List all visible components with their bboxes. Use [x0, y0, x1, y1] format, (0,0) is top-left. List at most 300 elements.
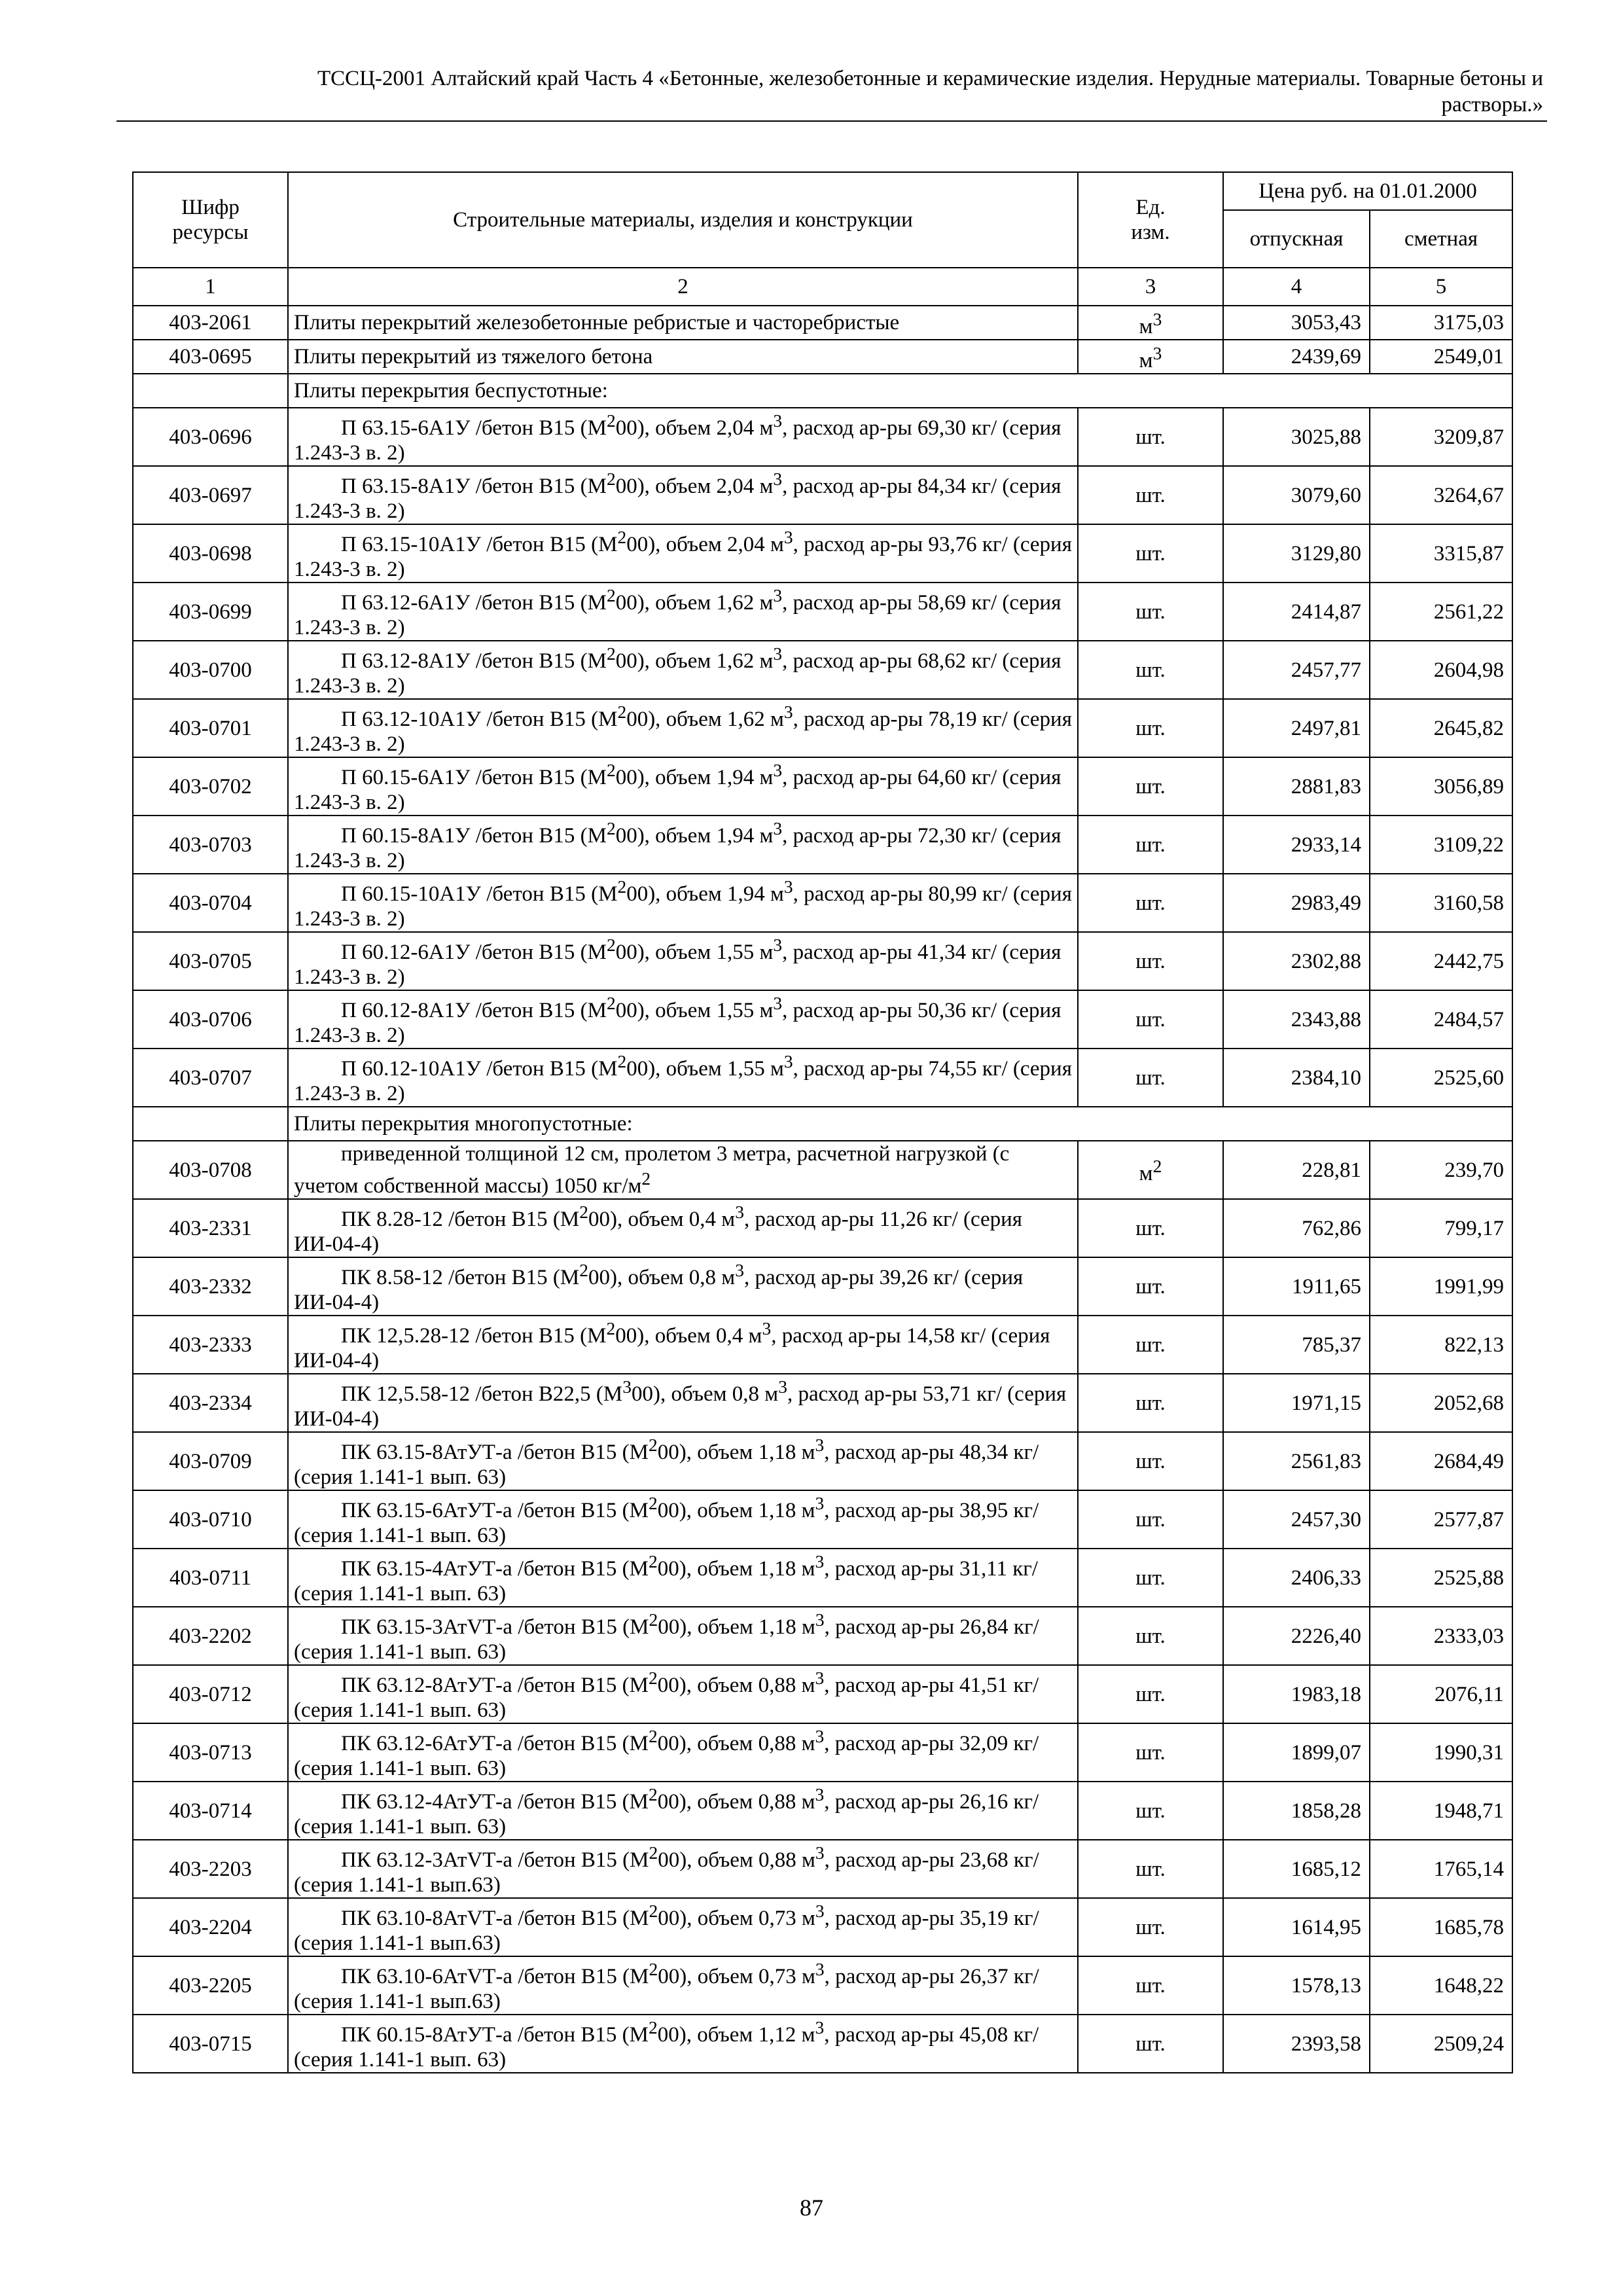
name-part: 00), объем 1,94 м	[615, 824, 774, 848]
col-header-unit	[1078, 172, 1223, 268]
resource-code: 403-0711	[133, 1549, 288, 1607]
code-cell	[133, 1107, 288, 1141]
price-release: 2414,87	[1223, 583, 1370, 641]
name-part: П 60.15-6А1У /бетон В15 (М	[341, 766, 607, 789]
price-estimate: 2604,98	[1370, 641, 1512, 699]
resource-code: 403-0709	[133, 1432, 288, 1490]
superscript: 2	[617, 1051, 627, 1071]
price-release: 2881,83	[1223, 757, 1370, 816]
unit-cell	[1078, 340, 1223, 374]
superscript: 2	[649, 1493, 658, 1513]
col-header-code-line2: ресурсы	[172, 221, 249, 244]
material-name: Плиты перекрытий железобетонные ребристые и часторебристые	[288, 306, 1078, 340]
superscript: 2	[649, 1901, 658, 1921]
header-row-1	[133, 172, 1512, 210]
column-number: 5	[1370, 268, 1512, 306]
col-header-unit-line1: Ед.	[1135, 196, 1166, 219]
table-row	[133, 1432, 1512, 1490]
superscript: 2	[579, 1202, 588, 1222]
price-release: 1858,28	[1223, 1782, 1370, 1840]
name-part: ПК 63.12-6АтУТ-а /бетон В15 (М	[341, 1732, 649, 1755]
superscript: 2	[649, 1435, 658, 1455]
name-part: ПК 63.10-8АтVТ-а /бетон В15 (М	[341, 1907, 649, 1930]
name-part: 00), объем 0,88 м	[657, 1674, 815, 1697]
superscript: 3	[773, 643, 783, 664]
name-part: , расход ар-ры 26,37 кг/ (серия 1.141-1 вып.63)	[294, 1965, 1039, 2013]
resource-code: 403-2203	[133, 1840, 288, 1898]
name-part: , расход ар-ры 23,68 кг/ (серия 1.141-1 вып.63)	[294, 1848, 1039, 1897]
name-part: 00), объем 1,18 м	[658, 1615, 815, 1639]
unit-cell: шт.	[1078, 1316, 1223, 1374]
price-estimate: 2509,24	[1370, 2015, 1512, 2073]
name-part: , расход ар-ры 53,71 кг/ (серия ИИ-04-4)	[294, 1382, 1067, 1431]
resource-code: 403-0712	[133, 1665, 288, 1723]
unit-exponent: 2	[1152, 1156, 1162, 1176]
price-estimate: 2525,60	[1370, 1049, 1512, 1107]
superscript: 3	[815, 1668, 825, 1688]
price-release: 1971,15	[1223, 1374, 1370, 1432]
name-part: , расход ар-ры 72,30 кг/ (серия 1.243-3 в. 2)	[294, 824, 1061, 872]
price-release: 3129,80	[1223, 524, 1370, 583]
price-release: 3079,60	[1223, 466, 1370, 524]
table-row	[133, 1490, 1512, 1549]
superscript: 3	[773, 469, 783, 489]
price-release: 785,37	[1223, 1316, 1370, 1374]
price-release: 2439,69	[1223, 340, 1370, 374]
name-part: ПК 63.12-4АтУТ-а /бетон В15 (М	[341, 1790, 649, 1814]
table-row	[133, 1374, 1512, 1432]
price-estimate: 3264,67	[1370, 466, 1512, 524]
superscript: 2	[606, 585, 616, 605]
resource-code: 403-0698	[133, 524, 288, 583]
resource-code: 403-2334	[133, 1374, 288, 1432]
price-release: 228,81	[1223, 1141, 1370, 1199]
material-name	[288, 1374, 1078, 1432]
price-release: 2343,88	[1223, 990, 1370, 1049]
unit-cell: шт.	[1078, 990, 1223, 1049]
material-name	[288, 583, 1078, 641]
name-part: 00), объем 1,62 м	[615, 649, 774, 673]
table-row	[133, 1141, 1512, 1199]
resource-code: 403-0715	[133, 2015, 288, 2073]
superscript: 3	[783, 527, 793, 547]
table-row	[133, 1840, 1512, 1898]
name-part: 00), объем 0,4 м	[615, 1324, 762, 1348]
resource-code: 403-2202	[133, 1607, 288, 1665]
superscript: 3	[773, 585, 783, 605]
resource-code: 403-2333	[133, 1316, 288, 1374]
unit-cell	[1078, 1141, 1223, 1199]
col-header-code	[133, 172, 288, 268]
price-release: 2933,14	[1223, 816, 1370, 874]
price-estimate: 3175,03	[1370, 306, 1512, 340]
material-name	[288, 524, 1078, 583]
name-part: 00), объем 1,18 м	[657, 1499, 815, 1522]
superscript: 2	[579, 1260, 588, 1280]
superscript: 3	[815, 2017, 825, 2037]
name-part: ПК 8.28-12 /бетон В15 (М	[341, 1208, 580, 1231]
name-part: ПК 12,5.58-12 /бетон В22,5 (М	[341, 1382, 623, 1406]
price-estimate: 2484,57	[1370, 990, 1512, 1049]
material-name	[288, 990, 1078, 1049]
price-estimate: 2525,88	[1370, 1549, 1512, 1607]
unit-cell: шт.	[1078, 641, 1223, 699]
price-estimate: 1990,31	[1370, 1723, 1512, 1782]
name-part: , расход ар-ры 39,26 кг/ (серия ИИ-04-4)	[294, 1266, 1024, 1314]
name-part: , расход ар-ры 69,30 кг/ (серия 1.243-3 в. 2)	[294, 416, 1061, 465]
column-number-row	[133, 268, 1512, 306]
superscript: 3	[815, 1842, 825, 1863]
price-release: 1983,18	[1223, 1665, 1370, 1723]
table-row	[133, 524, 1512, 583]
resource-code: 403-0710	[133, 1490, 288, 1549]
table-row	[133, 699, 1512, 757]
superscript: 3	[815, 1726, 825, 1746]
name-part: 00), объем 1,18 м	[657, 1441, 815, 1464]
price-estimate: 1685,78	[1370, 1898, 1512, 1956]
superscript: 3	[815, 1435, 825, 1455]
price-estimate: 1991,99	[1370, 1257, 1512, 1316]
unit-cell: шт.	[1078, 1898, 1223, 1956]
material-name	[288, 1549, 1078, 1607]
price-release: 2497,81	[1223, 699, 1370, 757]
price-estimate: 822,13	[1370, 1316, 1512, 1374]
superscript: 3	[773, 760, 783, 780]
table-row	[133, 466, 1512, 524]
column-number: 1	[133, 268, 288, 306]
superscript: 2	[649, 1609, 658, 1630]
superscript: 3	[622, 1376, 632, 1397]
superscript: 2	[606, 818, 616, 838]
unit-cell: шт.	[1078, 816, 1223, 874]
unit-cell: шт.	[1078, 1432, 1223, 1490]
name-part: 00), объем 1,55 м	[626, 1057, 784, 1081]
name-part: , расход ар-ры 45,08 кг/ (серия 1.141-1 вып. 63)	[294, 2023, 1039, 2072]
unit-cell: шт.	[1078, 874, 1223, 932]
superscript: 3	[773, 993, 783, 1013]
superscript: 3	[815, 1609, 825, 1630]
price-estimate: 3109,22	[1370, 816, 1512, 874]
table-row	[133, 1782, 1512, 1840]
price-release: 2406,33	[1223, 1549, 1370, 1607]
name-part: ПК 63.10-6АтVТ-а /бетон В15 (М	[341, 1965, 649, 1988]
name-part: 00), объем 0,88 м	[658, 1848, 815, 1872]
price-estimate: 799,17	[1370, 1199, 1512, 1257]
resource-code: 403-0700	[133, 641, 288, 699]
price-estimate: 2076,11	[1370, 1665, 1512, 1723]
material-name	[288, 1782, 1078, 1840]
group-heading: Плиты перекрытия беспустотные:	[288, 374, 1512, 408]
superscript: 3	[783, 1051, 793, 1071]
superscript: 2	[606, 760, 616, 780]
column-number: 3	[1078, 268, 1223, 306]
superscript: 2	[649, 1726, 658, 1746]
unit-cell: шт.	[1078, 2015, 1223, 2073]
superscript: 3	[773, 818, 783, 838]
superscript: 2	[649, 1842, 658, 1863]
column-number: 4	[1223, 268, 1370, 306]
resource-code: 403-0713	[133, 1723, 288, 1782]
name-part: , расход ар-ры 31,11 кг/ (серия 1.141-1 вып. 63)	[294, 1557, 1038, 1605]
unit-cell: шт.	[1078, 1490, 1223, 1549]
table-row	[133, 1257, 1512, 1316]
name-part: приведенной толщиной 12 см, пролетом 3 метра, расчетной нагрузкой (с учетом собственной массы) 1050 кг/м	[294, 1142, 1010, 1198]
superscript: 2	[617, 527, 627, 547]
material-name	[288, 1607, 1078, 1665]
table-row	[133, 408, 1512, 466]
resource-code: 403-0704	[133, 874, 288, 932]
name-part: П 60.15-10А1У /бетон В15 (М	[341, 882, 618, 906]
resource-code: 403-0708	[133, 1141, 288, 1199]
material-name	[288, 932, 1078, 990]
name-part: , расход ар-ры 26,84 кг/ (серия 1.141-1 вып. 63)	[294, 1615, 1039, 1664]
name-part: 00), объем 1,12 м	[657, 2023, 815, 2047]
name-part: ПК 63.12-8АтУТ-а /бетон В15 (М	[341, 1674, 649, 1697]
material-name	[288, 1898, 1078, 1956]
superscript: 2	[606, 935, 616, 955]
name-part: , расход ар-ры 48,34 кг/ (серия 1.141-1 вып. 63)	[294, 1441, 1039, 1489]
price-estimate: 2577,87	[1370, 1490, 1512, 1549]
material-name	[288, 757, 1078, 816]
group-heading-row	[133, 1107, 1512, 1141]
price-release: 1578,13	[1223, 1956, 1370, 2015]
price-release: 2457,30	[1223, 1490, 1370, 1549]
page-number: 87	[800, 2195, 823, 2221]
name-part: , расход ар-ры 32,09 кг/ (серия 1.141-1 вып. 63)	[294, 1732, 1039, 1780]
material-name	[288, 466, 1078, 524]
table-row	[133, 1316, 1512, 1374]
superscript: 2	[649, 1551, 658, 1571]
superscript: 2	[649, 2017, 658, 2037]
unit-cell: шт.	[1078, 466, 1223, 524]
price-table	[132, 171, 1513, 2073]
header-line-1: ТССЦ-2001 Алтайский край Часть 4 «Бетонные, железобетонные и керамические изделия. Нерудные материалы. Товарные бетоны и	[317, 67, 1543, 90]
name-part: 00), объем 0,8 м	[588, 1266, 736, 1289]
superscript: 3	[735, 1260, 744, 1280]
superscript: 2	[606, 410, 616, 431]
table-row	[133, 1607, 1512, 1665]
price-estimate: 1948,71	[1370, 1782, 1512, 1840]
superscript: 3	[735, 1202, 744, 1222]
table-row	[133, 990, 1512, 1049]
superscript: 2	[606, 643, 616, 664]
price-estimate: 2684,49	[1370, 1432, 1512, 1490]
name-part: , расход ар-ры 78,19 кг/ (серия 1.243-3 в. 2)	[294, 708, 1072, 756]
group-heading: Плиты перекрытия многопустотные:	[288, 1107, 1512, 1141]
name-part: ПК 63.15-6АтУТ-а /бетон В15 (М	[341, 1499, 649, 1522]
material-name	[288, 1723, 1078, 1782]
name-part: П 63.15-10А1У /бетон В15 (М	[341, 533, 618, 556]
table-row	[133, 1723, 1512, 1782]
price-estimate: 2333,03	[1370, 1607, 1512, 1665]
name-part: , расход ар-ры 84,34 кг/ (серия 1.243-3 в. 2)	[294, 475, 1061, 523]
superscript: 3	[783, 702, 793, 722]
resource-code: 403-2332	[133, 1257, 288, 1316]
name-part: , расход ар-ры 93,76 кг/ (серия 1.243-3 в. 2)	[294, 533, 1072, 581]
unit-base: м	[1139, 1162, 1153, 1185]
superscript: 3	[783, 876, 793, 897]
resource-code: 403-0706	[133, 990, 288, 1049]
header-line-2: растворы.»	[1441, 93, 1543, 117]
table-row	[133, 641, 1512, 699]
column-number: 2	[288, 268, 1078, 306]
name-part: , расход ар-ры 35,19 кг/ (серия 1.141-1 вып.63)	[294, 1907, 1039, 1955]
table-row	[133, 874, 1512, 932]
name-part: ПК 63.12-3АтVТ-а /бетон В15 (М	[341, 1848, 649, 1872]
name-part: , расход ар-ры 74,55 кг/ (серия 1.243-3 в. 2)	[294, 1057, 1072, 1105]
price-estimate: 2561,22	[1370, 583, 1512, 641]
name-part: , расход ар-ры 14,58 кг/ (серия ИИ-04-4)	[294, 1324, 1050, 1372]
superscript: 3	[773, 410, 783, 431]
name-part: 00), объем 0,73 м	[658, 1907, 815, 1930]
superscript: 3	[815, 1959, 825, 1979]
price-estimate: 3056,89	[1370, 757, 1512, 816]
material-name	[288, 408, 1078, 466]
table-row	[133, 1049, 1512, 1107]
name-part: 00), объем 0,8 м	[632, 1382, 779, 1406]
name-part: П 60.12-8А1У /бетон В15 (М	[341, 999, 607, 1022]
col-header-price-release: отпускная	[1223, 210, 1370, 268]
unit-cell: шт.	[1078, 1840, 1223, 1898]
name-part: П 63.15-8А1У /бетон В15 (М	[341, 475, 607, 498]
unit-cell: шт.	[1078, 699, 1223, 757]
name-part: 00), объем 1,94 м	[626, 882, 784, 906]
unit-cell: шт.	[1078, 1549, 1223, 1607]
name-part: , расход ар-ры 80,99 кг/ (серия 1.243-3 в. 2)	[294, 882, 1072, 931]
price-release: 3053,43	[1223, 306, 1370, 340]
name-part: ПК 63.15-4АтУТ-а /бетон В15 (М	[341, 1557, 649, 1581]
material-name	[288, 699, 1078, 757]
resource-code: 403-0714	[133, 1782, 288, 1840]
price-release: 2393,58	[1223, 2015, 1370, 2073]
unit-cell: шт.	[1078, 1782, 1223, 1840]
name-part: 00), объем 1,55 м	[615, 999, 774, 1022]
material-name	[288, 641, 1078, 699]
price-release: 2384,10	[1223, 1049, 1370, 1107]
name-part: ПК 63.15-3АтVТ-а /бетон В15 (М	[341, 1615, 649, 1639]
unit-exponent: 3	[1152, 342, 1162, 363]
superscript: 3	[815, 1551, 825, 1571]
superscript: 2	[606, 1318, 616, 1338]
name-part: 00), объем 0,4 м	[588, 1208, 736, 1231]
name-part: 00), объем 2,04 м	[615, 475, 774, 498]
price-estimate: 2549,01	[1370, 340, 1512, 374]
name-part: 00), объем 0,73 м	[658, 1965, 815, 1988]
unit-cell: шт.	[1078, 1665, 1223, 1723]
unit-cell: шт.	[1078, 1199, 1223, 1257]
page-header	[118, 65, 1543, 118]
price-release: 2983,49	[1223, 874, 1370, 932]
price-estimate: 1765,14	[1370, 1840, 1512, 1898]
col-header-code-line1: Шифр	[181, 196, 240, 219]
superscript: 3	[773, 935, 783, 955]
price-release: 1685,12	[1223, 1840, 1370, 1898]
resource-code: 403-0705	[133, 932, 288, 990]
unit-cell: шт.	[1078, 583, 1223, 641]
name-part: , расход ар-ры 50,36 кг/ (серия 1.243-3 в. 2)	[294, 999, 1061, 1047]
material-name	[288, 2015, 1078, 2073]
unit-cell: шт.	[1078, 932, 1223, 990]
material-name	[288, 1257, 1078, 1316]
resource-code: 403-0695	[133, 340, 288, 374]
table-row	[133, 1665, 1512, 1723]
price-release: 2561,83	[1223, 1432, 1370, 1490]
unit-cell: шт.	[1078, 1374, 1223, 1432]
table-row	[133, 306, 1512, 340]
name-part: , расход ар-ры 41,34 кг/ (серия 1.243-3 в. 2)	[294, 941, 1061, 989]
table-row	[133, 2015, 1512, 2073]
name-part: , расход ар-ры 64,60 кг/ (серия 1.243-3 в. 2)	[294, 766, 1061, 814]
name-part: 00), объем 0,88 м	[657, 1732, 815, 1755]
unit-base: м	[1139, 348, 1153, 372]
name-part: 00), объем 1,55 м	[615, 941, 774, 964]
name-part: 00), объем 2,04 м	[615, 416, 774, 440]
superscript: 2	[649, 1668, 658, 1688]
superscript: 2	[617, 702, 627, 722]
material-name	[288, 1316, 1078, 1374]
table-row	[133, 1549, 1512, 1607]
material-name	[288, 1199, 1078, 1257]
table-body	[133, 306, 1512, 2073]
material-name	[288, 874, 1078, 932]
material-name	[288, 1490, 1078, 1549]
unit-exponent: 3	[1152, 308, 1162, 329]
unit-cell: шт.	[1078, 1723, 1223, 1782]
resource-code: 403-2061	[133, 306, 288, 340]
name-part: П 63.12-8А1У /бетон В15 (М	[341, 649, 607, 673]
table-row	[133, 932, 1512, 990]
table-row	[133, 1199, 1512, 1257]
col-header-price-estimate: сметная	[1370, 210, 1512, 268]
resource-code: 403-0701	[133, 699, 288, 757]
price-release: 1899,07	[1223, 1723, 1370, 1782]
price-estimate: 1648,22	[1370, 1956, 1512, 2015]
superscript: 2	[606, 469, 616, 489]
resource-code: 403-0702	[133, 757, 288, 816]
price-release: 1614,95	[1223, 1898, 1370, 1956]
superscript: 3	[815, 1784, 825, 1804]
name-part: П 60.12-10А1У /бетон В15 (М	[341, 1057, 618, 1081]
price-estimate: 2052,68	[1370, 1374, 1512, 1432]
name-part: 00), объем 1,18 м	[657, 1557, 815, 1581]
table-row	[133, 340, 1512, 374]
price-release: 2226,40	[1223, 1607, 1370, 1665]
material-name	[288, 1840, 1078, 1898]
material-name	[288, 1141, 1078, 1199]
table-row	[133, 816, 1512, 874]
resource-code: 403-0697	[133, 466, 288, 524]
resource-code: 403-0703	[133, 816, 288, 874]
superscript: 2	[606, 993, 616, 1013]
superscript: 2	[641, 1168, 651, 1189]
unit-base: м	[1139, 314, 1153, 338]
unit-cell: шт.	[1078, 524, 1223, 583]
name-part: ПК 12,5.28-12 /бетон В15 (М	[341, 1324, 607, 1348]
material-name	[288, 816, 1078, 874]
name-part: П 63.12-6А1У /бетон В15 (М	[341, 591, 607, 615]
price-release: 1911,65	[1223, 1257, 1370, 1316]
name-part: 00), объем 1,62 м	[626, 708, 784, 731]
header-rule	[116, 120, 1547, 122]
resource-code: 403-2205	[133, 1956, 288, 2015]
table-row	[133, 1898, 1512, 1956]
name-part: ПК 8.58-12 /бетон В15 (М	[341, 1266, 580, 1289]
price-estimate: 239,70	[1370, 1141, 1512, 1199]
price-estimate: 3160,58	[1370, 874, 1512, 932]
price-release: 762,86	[1223, 1199, 1370, 1257]
name-part: П 63.12-10А1У /бетон В15 (М	[341, 708, 618, 731]
name-part: , расход ар-ры 58,69 кг/ (серия 1.243-3 в. 2)	[294, 591, 1061, 639]
